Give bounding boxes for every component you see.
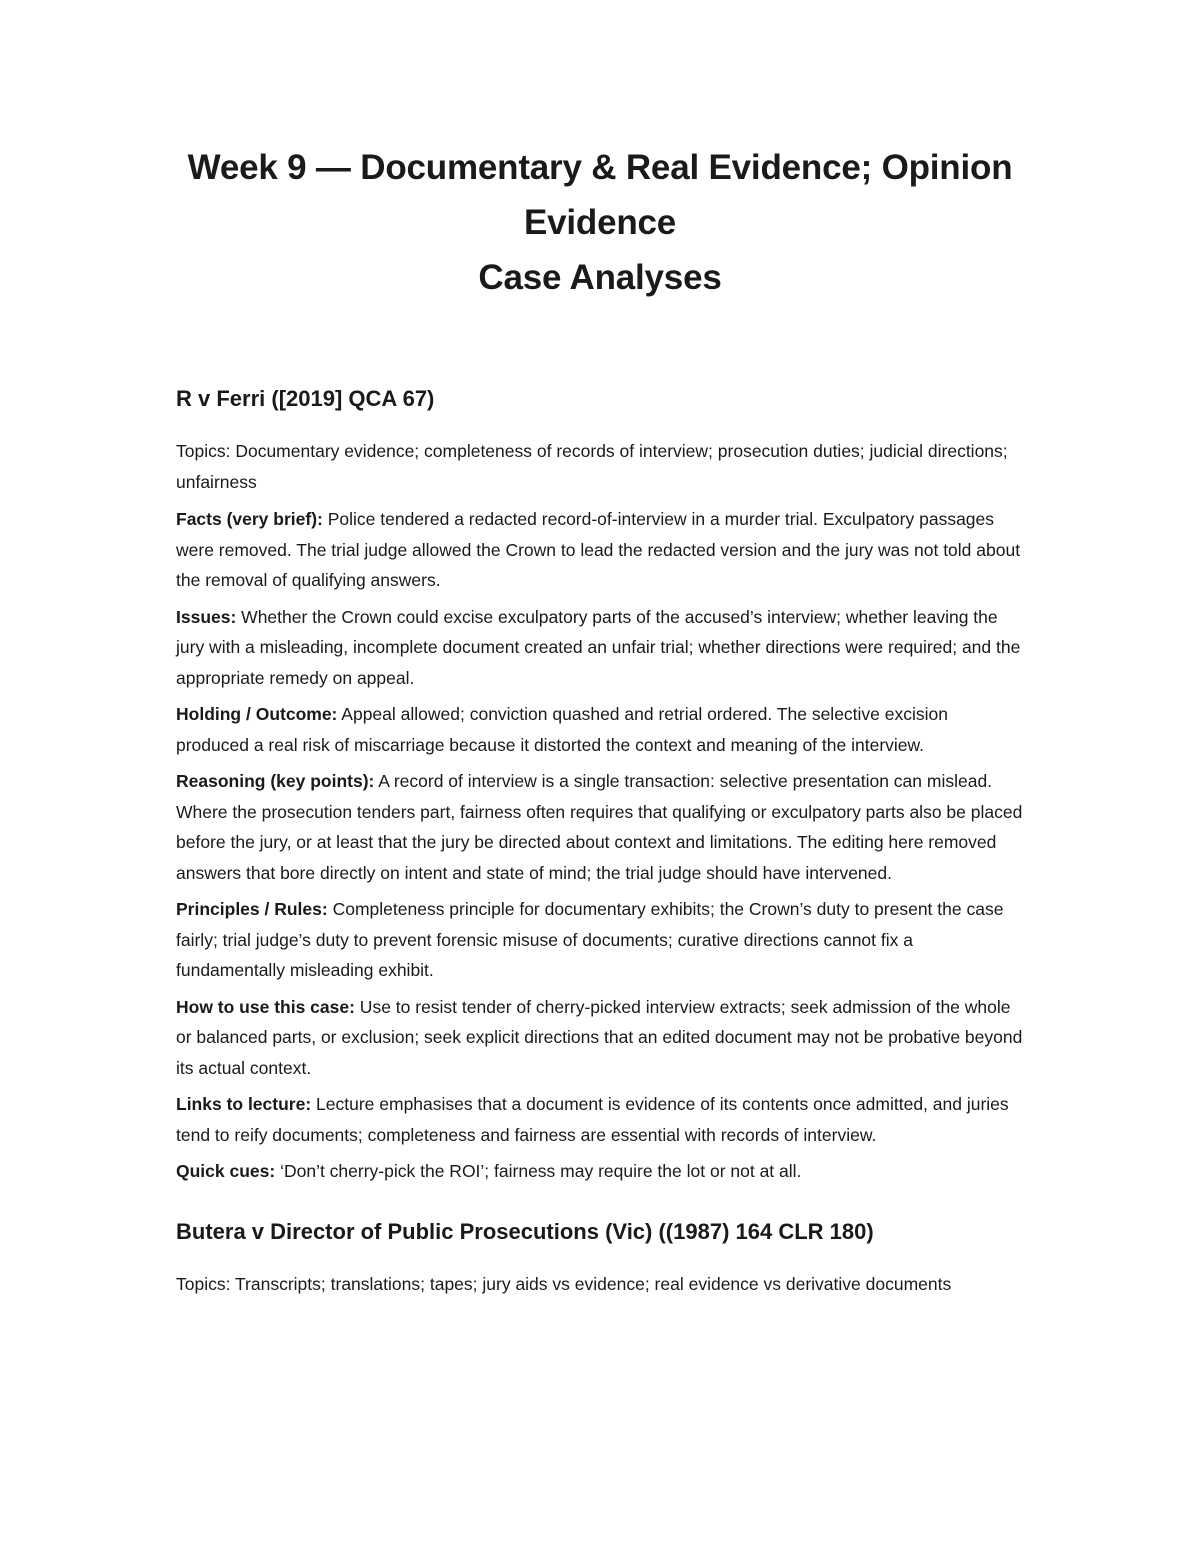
case-topics: Topics: Transcripts; translations; tapes; jury aids vs evidence; real evidence vs derivative documents <box>176 1273 952 1294</box>
how-to-use-label: How to use this case: <box>176 996 355 1017</box>
case-butera <box>176 1217 1024 1300</box>
links-label: Links to lecture: <box>176 1094 312 1114</box>
principles-paragraph <box>176 894 1024 986</box>
title-line-3: Case Analyses <box>478 258 722 297</box>
reasoning-text: A record of interview is a single transaction: selective presentation can mislead. Where the prosecution tenders part, fairness often requires that qualifying or exculpatory parts also be placed before the jury, or at least that the jury be directed about context and limitations. The editing here removed answers that bore directly on intent and state of mind; the trial judge should have intervened. <box>176 771 1023 883</box>
case-topics: Topics: Documentary evidence; completeness of records of interview; prosecution duties; judicial directions; unfairness <box>176 441 1008 492</box>
issues-label: Issues: <box>176 606 237 627</box>
case-heading: R v Ferri ([2019] QCA 67) <box>176 386 435 411</box>
reasoning-label: Reasoning (key points): <box>176 771 375 791</box>
document-title <box>176 140 1024 305</box>
case-ferri <box>176 384 1024 1187</box>
reasoning-paragraph <box>176 766 1024 888</box>
case-heading: Butera v Director of Public Prosecutions (Vic) ((1987) 164 CLR 180) <box>176 1218 874 1244</box>
quick-cues-paragraph <box>176 1156 1024 1187</box>
issues-paragraph <box>176 602 1024 694</box>
title-line-1: Week 9 — Documentary & Real Evidence; Opinion <box>187 148 1013 187</box>
facts-label: Facts (very brief): <box>176 509 323 529</box>
how-to-use-text: Use to resist tender of cherry-picked interview extracts; seek admission of the whole or balanced parts, or exclusion; seek explicit directions that an edited document may not be probative beyond its actual context. <box>176 996 1023 1078</box>
quick-cues-label: Quick cues: <box>176 1161 276 1181</box>
principles-text: Completeness principle for documentary exhibits; the Crown’s duty to present the case fairly; trial judge’s duty to prevent forensic misuse of documents; curative directions cannot fix a fundamentally misleading exhibit. <box>176 899 1004 980</box>
facts-text: Police tendered a redacted record-of-interview in a murder trial. Exculpatory passages were removed. The trial judge allowed the Crown to lead the redacted version and the jury was not told about the removal of qualifying answers. <box>176 509 1021 590</box>
how-to-use-paragraph <box>176 992 1024 1084</box>
issues-text: Whether the Crown could excise exculpatory parts of the accused’s interview; whether leaving the jury with a misleading, incomplete document created an unfair trial; whether directions were required; and the appropriate remedy on appeal. <box>176 606 1021 688</box>
holding-paragraph <box>176 699 1024 760</box>
holding-label: Holding / Outcome: <box>176 704 338 724</box>
principles-label: Principles / Rules: <box>176 899 328 919</box>
links-paragraph <box>176 1089 1024 1150</box>
quick-cues-text: ‘Don’t cherry-pick the ROI’; fairness may require the lot or not at all. <box>275 1161 802 1181</box>
facts-paragraph <box>176 504 1024 596</box>
links-text: Lecture emphasises that a document is evidence of its contents once admitted, and juries tend to reify documents; completeness and fairness are essential with records of interview. <box>176 1094 1009 1145</box>
title-line-2: Evidence <box>523 203 677 242</box>
holding-text: Appeal allowed; conviction quashed and retrial ordered. The selective excision produced a real risk of miscarriage because it distorted the context and meaning of the interview. <box>176 704 948 755</box>
